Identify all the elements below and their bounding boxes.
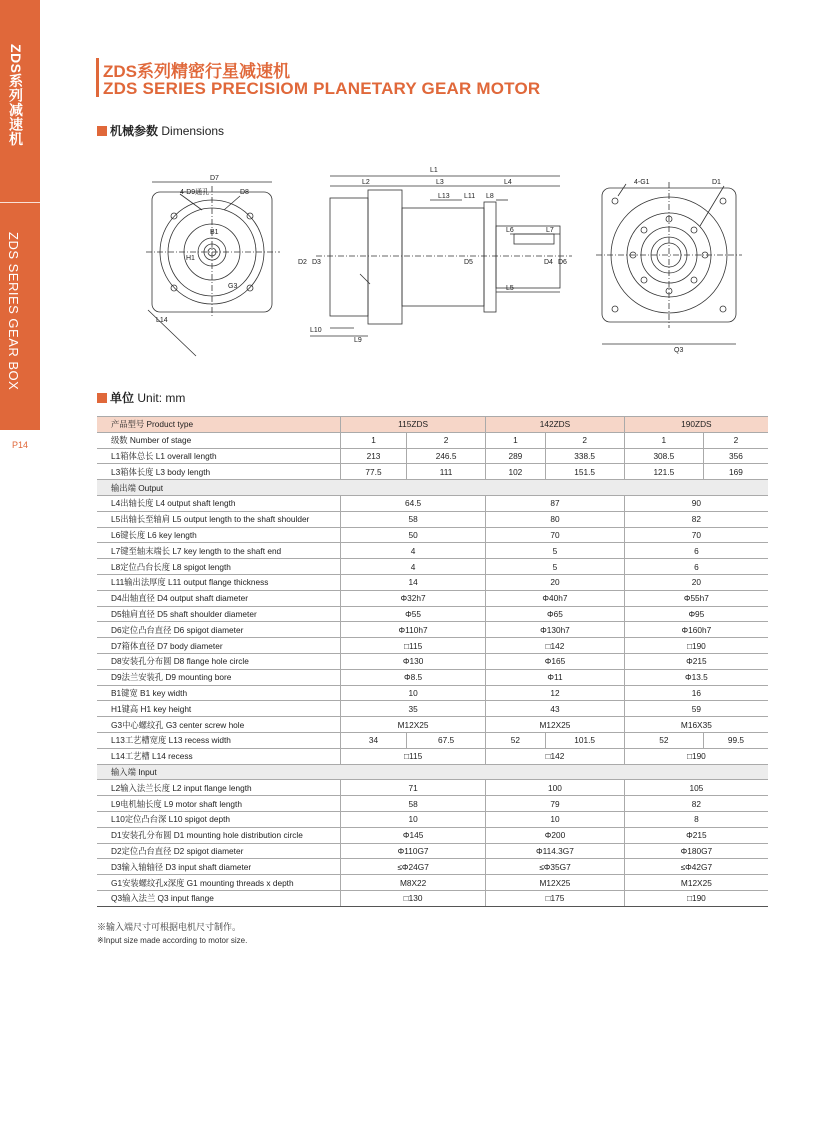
row-label: 产品型号 Product type xyxy=(97,417,341,433)
row-label: G1安装螺纹孔x深度 G1 mounting threads x depth xyxy=(97,875,341,891)
page-title-cn: ZDS系列精密行星减速机 xyxy=(103,62,290,81)
table-row xyxy=(97,574,768,590)
cell: 6 xyxy=(624,543,768,559)
cell: Φ130h7 xyxy=(486,622,625,638)
table-row xyxy=(97,638,768,654)
unit-heading-en: Unit: mm xyxy=(137,391,186,405)
cell: Φ110h7 xyxy=(341,622,486,638)
input-section-row xyxy=(97,764,768,780)
cell: M12X25 xyxy=(624,875,768,891)
cell: Φ95 xyxy=(624,606,768,622)
cell: 10 xyxy=(486,811,625,827)
side-title-en: ZDS SERIES GEAR BOX xyxy=(6,232,21,391)
cell: 67.5 xyxy=(407,732,486,748)
label-l14: L14 xyxy=(156,317,168,324)
cell: 10 xyxy=(341,685,486,701)
label-g3: G3 xyxy=(228,283,238,290)
cell: 58 xyxy=(341,796,486,812)
cell: □115 xyxy=(341,748,486,764)
cell: M8X22 xyxy=(341,875,486,891)
cell: Φ13.5 xyxy=(624,669,768,685)
cell: 79 xyxy=(486,796,625,812)
label-l2: L2 xyxy=(362,179,370,186)
cell: Φ145 xyxy=(341,827,486,843)
cell: Φ55 xyxy=(341,606,486,622)
cell: M12X25 xyxy=(486,717,625,733)
footnote-cn: ※输入端尺寸可根据电机尺寸制作。 xyxy=(97,922,242,932)
unit-heading-cn: 单位 xyxy=(110,391,135,405)
row-label: G3中心螺纹孔 G3 center screw hole xyxy=(97,717,341,733)
row-label: L7键至轴末端长 L7 key length to the shaft end xyxy=(97,543,341,559)
cell: 52 xyxy=(624,732,703,748)
label-d7: D7 xyxy=(210,175,219,182)
section-label-output: 输出端 Output xyxy=(97,480,768,496)
row-label: L3箱体长度 L3 body length xyxy=(97,464,341,480)
table-row xyxy=(97,717,768,733)
table-row xyxy=(97,559,768,575)
label-l10: L10 xyxy=(310,327,322,334)
cell: Φ165 xyxy=(486,653,625,669)
page-number: P14 xyxy=(12,440,29,450)
cell: 1 xyxy=(486,432,545,448)
table-header-row xyxy=(97,417,768,433)
cell: 87 xyxy=(486,495,625,511)
side-title-cn: ZDS系列减速机 xyxy=(8,44,24,146)
row-label: L10定位凸台深 L10 spigot depth xyxy=(97,811,341,827)
label-l3: L3 xyxy=(436,179,444,186)
dimension-drawings xyxy=(140,160,780,360)
row-label: B1键宽 B1 key width xyxy=(97,685,341,701)
cell: 20 xyxy=(624,574,768,590)
cell: 5 xyxy=(486,559,625,575)
square-bullet-icon xyxy=(97,126,107,136)
table-row xyxy=(97,859,768,875)
label-d8: D8 xyxy=(240,189,249,196)
row-label: L2输入法兰长度 L2 input flange length xyxy=(97,780,341,796)
cell: Φ11 xyxy=(486,669,625,685)
cell: 246.5 xyxy=(407,448,486,464)
cell: Φ32h7 xyxy=(341,590,486,606)
dimensions-heading-cn: 机械参数 xyxy=(110,124,159,138)
cell: 356 xyxy=(703,448,768,464)
model-115: 115ZDS xyxy=(341,417,486,433)
table-row xyxy=(97,669,768,685)
table-row xyxy=(97,796,768,812)
label-q3: Q3 xyxy=(674,347,684,354)
cell: 2 xyxy=(703,432,768,448)
cell: 101.5 xyxy=(545,732,624,748)
row-label: L13工艺槽宽度 L13 recess width xyxy=(97,732,341,748)
side-banner xyxy=(0,0,40,430)
row-label: L9电机轴长度 L9 motor shaft length xyxy=(97,796,341,812)
cell: 52 xyxy=(486,732,545,748)
table-row xyxy=(97,748,768,764)
cell: Φ8.5 xyxy=(341,669,486,685)
model-190: 190ZDS xyxy=(624,417,768,433)
label-4-g1: 4-G1 xyxy=(634,179,650,186)
cell: 90 xyxy=(624,495,768,511)
title-accent-bar xyxy=(96,58,99,97)
model-142: 142ZDS xyxy=(486,417,625,433)
cell: □142 xyxy=(486,748,625,764)
cell: Φ180G7 xyxy=(624,843,768,859)
row-label: Q3输入法兰 Q3 input flange xyxy=(97,890,341,906)
row-label: D2定位凸台直径 D2 spigot diameter xyxy=(97,843,341,859)
dimensions-heading-en: Dimensions xyxy=(161,124,225,138)
table-row xyxy=(97,890,768,906)
row-label: D9法兰安装孔 D9 mounting bore xyxy=(97,669,341,685)
cell: Φ114.3G7 xyxy=(486,843,625,859)
table-row xyxy=(97,701,768,717)
table-row xyxy=(97,495,768,511)
cell: Φ160h7 xyxy=(624,622,768,638)
row-label: L5出轴长至轴肩 L5 output length to the shaft shoulder xyxy=(97,511,341,527)
label-d5: D5 xyxy=(464,259,473,266)
table-row xyxy=(97,843,768,859)
table-row xyxy=(97,448,768,464)
table-row xyxy=(97,875,768,891)
cell: □190 xyxy=(624,890,768,906)
cell: □175 xyxy=(486,890,625,906)
cell: 121.5 xyxy=(624,464,703,480)
cell: 8 xyxy=(624,811,768,827)
cell: 14 xyxy=(341,574,486,590)
cell: 151.5 xyxy=(545,464,624,480)
row-label: D4出轴直径 D4 output shaft diameter xyxy=(97,590,341,606)
cell: 80 xyxy=(486,511,625,527)
cell: 338.5 xyxy=(545,448,624,464)
cell: 35 xyxy=(341,701,486,717)
rear-view-drawing xyxy=(596,182,742,344)
cell: □190 xyxy=(624,638,768,654)
label-l5: L5 xyxy=(506,285,514,292)
cell: 82 xyxy=(624,511,768,527)
cell: 5 xyxy=(486,543,625,559)
table-row xyxy=(97,606,768,622)
table-row xyxy=(97,780,768,796)
table-row xyxy=(97,527,768,543)
row-label: L1箱体总长 L1 overall length xyxy=(97,448,341,464)
cell: ≤Φ42G7 xyxy=(624,859,768,875)
row-label: D5轴肩直径 D5 shaft shoulder diameter xyxy=(97,606,341,622)
cell: Φ215 xyxy=(624,827,768,843)
label-4-d9: 4-D9通孔 xyxy=(180,189,210,196)
cell: 82 xyxy=(624,796,768,812)
cell: 105 xyxy=(624,780,768,796)
table-row xyxy=(97,653,768,669)
cell: 16 xyxy=(624,685,768,701)
cell: 70 xyxy=(486,527,625,543)
table-row xyxy=(97,464,768,480)
section-label-input: 输入端 Input xyxy=(97,764,768,780)
side-divider xyxy=(0,202,40,203)
cell: ≤Φ35G7 xyxy=(486,859,625,875)
cell: Φ130 xyxy=(341,653,486,669)
label-h1: H1 xyxy=(186,255,195,262)
table-row xyxy=(97,511,768,527)
table-row xyxy=(97,732,768,748)
cell: 4 xyxy=(341,543,486,559)
cell: 43 xyxy=(486,701,625,717)
row-label: D8安装孔分布圆 D8 flange hole circle xyxy=(97,653,341,669)
cell: 289 xyxy=(486,448,545,464)
label-d6: D6 xyxy=(558,259,567,266)
cell: □115 xyxy=(341,638,486,654)
table-row xyxy=(97,622,768,638)
label-d4: D4 xyxy=(544,259,553,266)
label-l9: L9 xyxy=(354,337,362,344)
cell: 308.5 xyxy=(624,448,703,464)
dimensions-heading xyxy=(97,122,224,139)
table-row xyxy=(97,590,768,606)
row-label: D1安装孔分布圆 D1 mounting hole distribution circle xyxy=(97,827,341,843)
square-bullet-icon xyxy=(97,393,107,403)
cell: 1 xyxy=(624,432,703,448)
footnote-en: ※Input size made according to motor size. xyxy=(97,936,248,945)
cell: 2 xyxy=(545,432,624,448)
output-section-row xyxy=(97,480,768,496)
front-view-drawing xyxy=(146,182,280,356)
label-l1: L1 xyxy=(430,167,438,174)
cell: Φ65 xyxy=(486,606,625,622)
row-label: D3输入轴轴径 D3 input shaft diameter xyxy=(97,859,341,875)
cell: 50 xyxy=(341,527,486,543)
cell: □190 xyxy=(624,748,768,764)
table-row xyxy=(97,811,768,827)
cell: 34 xyxy=(341,732,407,748)
table-row xyxy=(97,827,768,843)
cell: 10 xyxy=(341,811,486,827)
cell: 77.5 xyxy=(341,464,407,480)
cell: M12X25 xyxy=(486,875,625,891)
label-l6: L6 xyxy=(506,227,514,234)
row-label: D6定位凸台直径 D6 spigot diameter xyxy=(97,622,341,638)
cell: 102 xyxy=(486,464,545,480)
cell: Φ40h7 xyxy=(486,590,625,606)
label-l4: L4 xyxy=(504,179,512,186)
cell: 2 xyxy=(407,432,486,448)
cell: 59 xyxy=(624,701,768,717)
cell: ≤Φ24G7 xyxy=(341,859,486,875)
cell: M16X35 xyxy=(624,717,768,733)
footnotes xyxy=(97,920,247,945)
label-l13: L13 xyxy=(438,193,450,200)
cell: 1 xyxy=(341,432,407,448)
table-row xyxy=(97,543,768,559)
cell: Φ110G7 xyxy=(341,843,486,859)
cell: 12 xyxy=(486,685,625,701)
table-row xyxy=(97,685,768,701)
specification-table xyxy=(97,416,768,907)
row-label: 级数 Number of stage xyxy=(97,432,341,448)
row-label: L8定位凸台长度 L8 spigot length xyxy=(97,559,341,575)
row-label: D7箱体直径 D7 body diameter xyxy=(97,638,341,654)
side-view-drawing xyxy=(310,176,572,336)
cell: Φ200 xyxy=(486,827,625,843)
cell: 71 xyxy=(341,780,486,796)
cell: 111 xyxy=(407,464,486,480)
cell: 70 xyxy=(624,527,768,543)
cell: 58 xyxy=(341,511,486,527)
cell: 100 xyxy=(486,780,625,796)
label-l11: L11 xyxy=(464,193,476,200)
page-title-en: ZDS SERIES PRECISIOM PLANETARY GEAR MOTOR xyxy=(103,79,541,98)
label-d1: D1 xyxy=(712,179,721,186)
label-d3: D3 xyxy=(312,259,321,266)
cell: 213 xyxy=(341,448,407,464)
table-row xyxy=(97,432,768,448)
cell: 99.5 xyxy=(703,732,768,748)
row-label: L11输出法厚度 L11 output flange thickness xyxy=(97,574,341,590)
cell: 20 xyxy=(486,574,625,590)
cell: Φ215 xyxy=(624,653,768,669)
row-label: L6键长度 L6 key length xyxy=(97,527,341,543)
label-l8: L8 xyxy=(486,193,494,200)
cell: □142 xyxy=(486,638,625,654)
cell: 6 xyxy=(624,559,768,575)
cell: □130 xyxy=(341,890,486,906)
cell: M12X25 xyxy=(341,717,486,733)
cell: Φ55h7 xyxy=(624,590,768,606)
unit-heading xyxy=(97,389,185,406)
cell: 64.5 xyxy=(341,495,486,511)
label-d2: D2 xyxy=(298,259,307,266)
cell: 169 xyxy=(703,464,768,480)
row-label: L4出轴长度 L4 output shaft length xyxy=(97,495,341,511)
label-l7: L7 xyxy=(546,227,554,234)
row-label: H1键高 H1 key height xyxy=(97,701,341,717)
row-label: L14工艺槽 L14 recess xyxy=(97,748,341,764)
label-b1: B1 xyxy=(210,229,219,236)
cell: 4 xyxy=(341,559,486,575)
